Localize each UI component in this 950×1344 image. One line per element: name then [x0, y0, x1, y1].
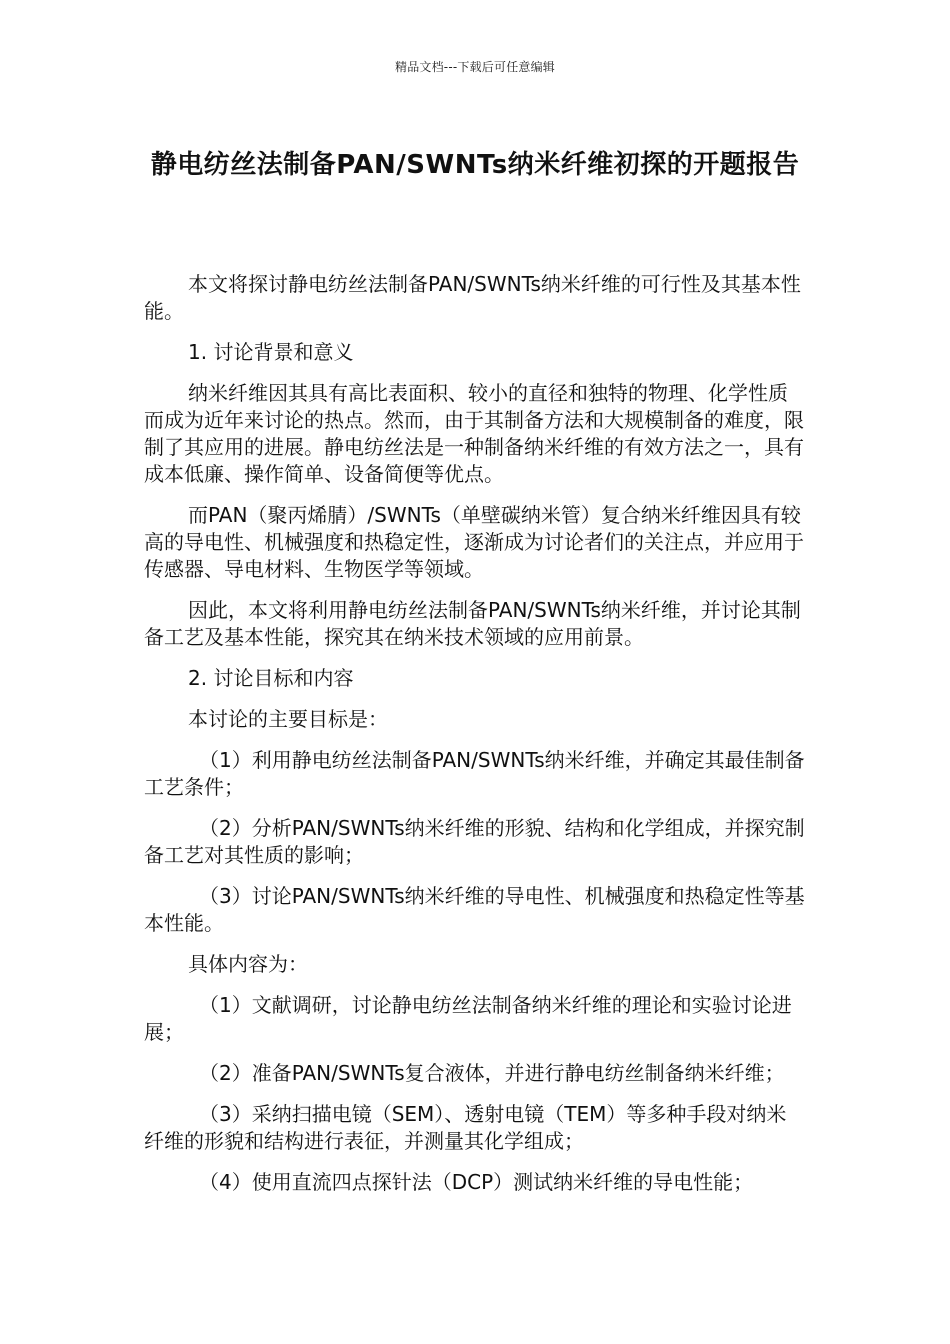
goal-item: （1）利用静电纺丝法制备PAN/SWNTs纳米纤维，并确定其最佳制备工艺条件；	[144, 748, 805, 799]
paragraph-composite: 而PAN（聚丙烯腈）/SWNTs（单壁碳纳米管）复合纳米纤维因具有较高的导电性、机械强度和热稳定性，逐渐成为讨论者们的关注点，并应用于传感器、导电材料、生物医学等领域。	[144, 503, 804, 581]
paragraph-goals-intro: 本讨论的主要目标是：	[188, 707, 388, 731]
document-body	[144, 271, 806, 1210]
paragraph-content-intro: 具体内容为：	[188, 952, 308, 976]
goal-item: （3）讨论PAN/SWNTs纳米纤维的导电性、机械强度和热稳定性等基本性能。	[144, 884, 805, 935]
paragraph-therefore: 因此，本文将利用静电纺丝法制备PAN/SWNTs纳米纤维，并讨论其制备工艺及基本性能，探究其在纳米技术领域的应用前景。	[144, 598, 801, 649]
content-item: （2）准备PAN/SWNTs复合液体，并进行静电纺丝制备纳米纤维；	[199, 1061, 785, 1085]
content-item: （3）采纳扫描电镜（SEM）、透射电镜（TEM）等多种手段对纳米纤维的形貌和结构进行表征，并测量其化学组成；	[144, 1102, 787, 1153]
header-note: 精品文档---下载后可任意编辑	[395, 60, 555, 74]
paragraph-intro: 本文将探讨静电纺丝法制备PAN/SWNTs纳米纤维的可行性及其基本性能。	[144, 272, 801, 323]
content-item: （1）文献调研，讨论静电纺丝法制备纳米纤维的理论和实验讨论进展；	[144, 993, 792, 1044]
content-item: （4）使用直流四点探针法（DCP）测试纳米纤维的导电性能；	[199, 1170, 754, 1194]
section-heading-goals: 2. 讨论目标和内容	[188, 666, 354, 690]
paragraph-background: 纳米纤维因其具有高比表面积、较小的直径和独特的物理、化学性质而成为近年来讨论的热点。然而，由于其制备方法和大规模制备的难度，限制了其应用的进展。静电纺丝法是一种制备纳米纤维的有效方法之一，具有成本低廉、操作简单、设备简便等优点。	[144, 381, 804, 486]
document-title: 静电纺丝法制备PAN/SWNTs纳米纤维初探的开题报告	[150, 150, 800, 180]
goal-item: （2）分析PAN/SWNTs纳米纤维的形貌、结构和化学组成，并探究制备工艺对其性质的影响；	[144, 816, 805, 867]
section-heading-background: 1. 讨论背景和意义	[188, 340, 354, 364]
